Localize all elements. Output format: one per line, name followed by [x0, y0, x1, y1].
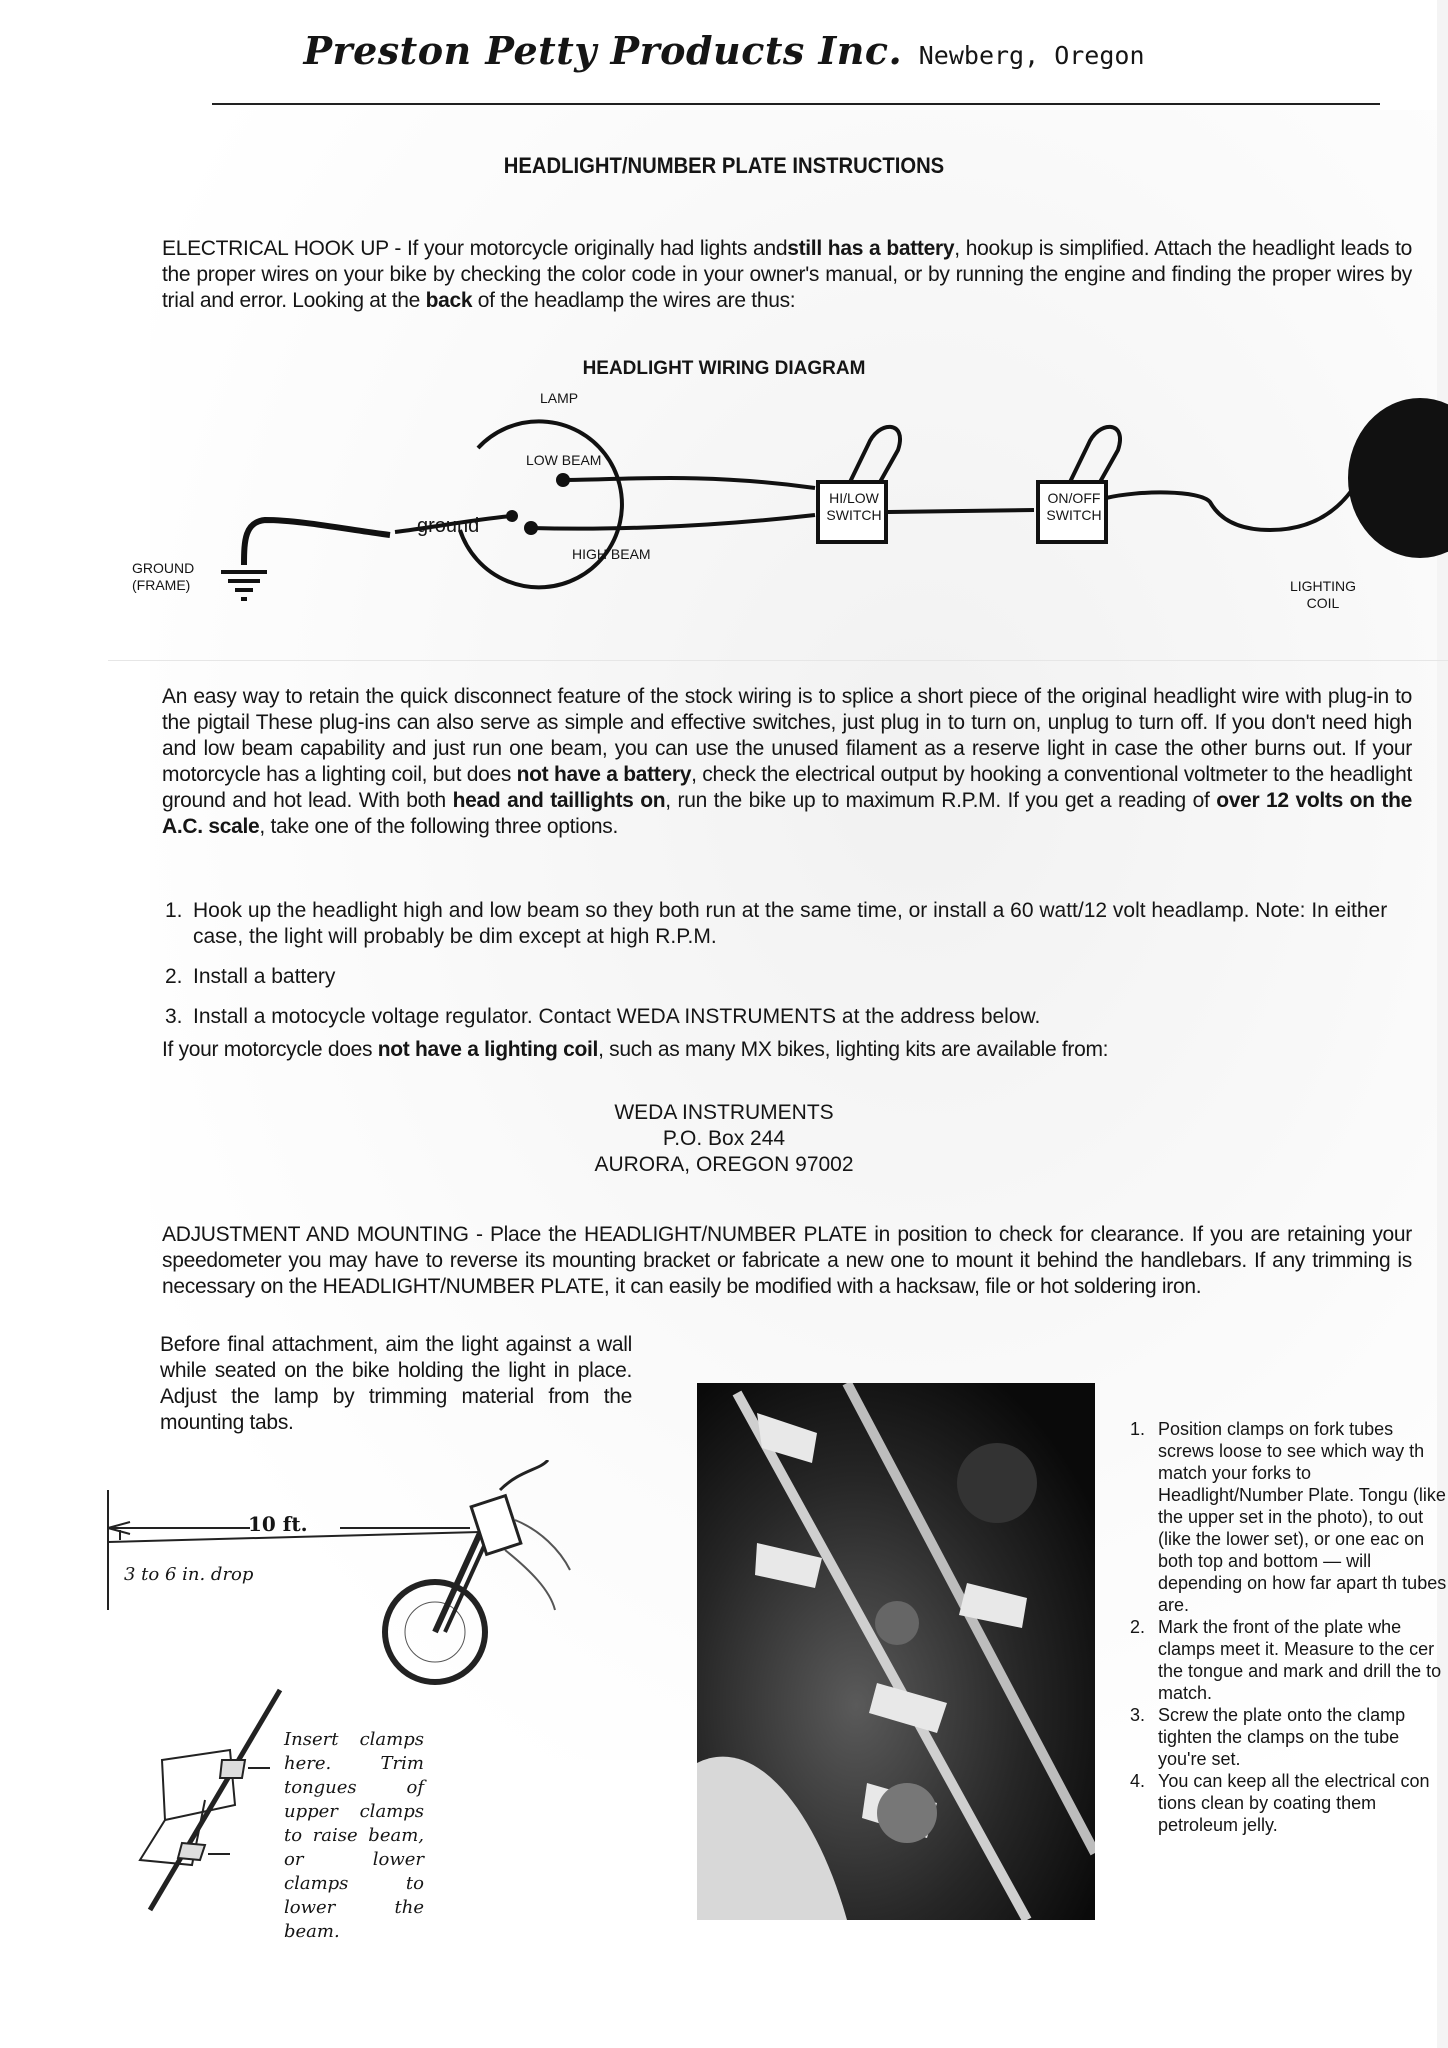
- electrical-heading: ELECTRICAL HOOK UP: [162, 237, 389, 260]
- list-item: 1. Hook up the headlight high and low beam so they both run at the same time, or install a 60 watt/12 volt headlamp. Note: In either case, the light will probably be dim except at high R.P.M.: [165, 899, 1388, 948]
- list-item: 2. Install a battery: [165, 965, 336, 988]
- mounting-steps: [1130, 1418, 1448, 1836]
- drop-label: 3 to 6 in. drop: [124, 1564, 254, 1585]
- letterhead: [0, 28, 1448, 73]
- ground-wire: [244, 520, 390, 565]
- letterhead-rule: [212, 103, 1380, 105]
- low-beam-wire: [563, 478, 815, 488]
- onoff-switch-lever: [1070, 427, 1120, 482]
- wiring-diagram: [0, 380, 1448, 640]
- onoff-switch-label: ON/OFF SWITCH: [1046, 490, 1102, 523]
- paper-fold-line: [108, 660, 1448, 661]
- ground-label: ground: [417, 515, 480, 537]
- fork-clamp-photo-image: [697, 1383, 1095, 1920]
- list-item: 3. Screw the plate onto the clamp tighten the clamps on the tube you're set.: [1130, 1705, 1406, 1769]
- high-beam-wire: [531, 515, 815, 529]
- list-item: 2. Mark the front of the plate whe clamps meet it. Measure to the cer the tongue and mark and drill the to match.: [1130, 1617, 1442, 1703]
- adjustment-paragraph: ADJUSTMENT AND MOUNTING - Place the HEADLIGHT/NUMBER PLATE in position to check for clearance. If you are retaining your speedometer you may have to reverse its mounting bracket or fabricate a new one to mount it behind the handlebars. If any trimming is necessary on the HEADLIGHT/NUMBER PLATE, it can easily be modified with a hacksaw, file or hot soldering iron.: [162, 1223, 1412, 1298]
- electrical-hookup-paragraph: ELECTRICAL HOOK UP - If your motorcycle originally had lights andstill has a battery, hookup is simplified. Attach the headlight leads to the proper wires on your bike by checking the color code in your owner's manual, or by running the engine and finding the proper wires by trial and error. Looking at the back of the headlamp the wires are thus:: [162, 237, 1412, 312]
- hilow-switch-label: HI/LOW SWITCH: [826, 490, 882, 523]
- low-beam-label: LOW BEAM: [526, 452, 602, 468]
- lighting-coil: [1348, 398, 1448, 558]
- company-name: Preston Petty Products Inc.: [303, 28, 903, 73]
- list-item: 4. You can keep all the electrical con tions clean by coating them petroleum jelly.: [1130, 1771, 1430, 1835]
- supplier-address: WEDA INSTRUMENTS P.O. Box 244 AURORA, OREGON 97002: [594, 1101, 854, 1176]
- aim-paragraph: Before final attachment, aim the light against a wall while seated on the bike holding the light in place. Adjust the lamp by trimming material from the mounting tabs.: [160, 1333, 632, 1434]
- diagram-title: HEADLIGHT WIRING DIAGRAM: [582, 358, 866, 379]
- list-item: 1. Position clamps on fork tubes screws loose to see which way th match your forks to Headlight/Number Plate. Tongu (like the upper set in the photo), to out (like the lower set), or one eac on both top and bottom — will depending on how far apart th tubes are.: [1130, 1419, 1447, 1615]
- clamp-note: Insert clamps here. Trim tongues of upper clamps to raise beam, or lower clamps to lower the beam.: [284, 1729, 424, 1942]
- fork-clamp-photo: [697, 1383, 1095, 1920]
- quick-disconnect-paragraph: An easy way to retain the quick disconnect feature of the stock wiring is to splice a short piece of the original headlight wire with plug-in to the pigtail These plug-ins can also serve as simple and effective switches, just plug in to turn on, unplug to turn off. If you don't need high and low beam capability and just run one beam, you can use the unused filament as a reserve light in case the other burns out. If your motorcycle has a lighting coil, but does not have a battery, check the electrical output by hooking a conventional voltmeter to the headlight ground and hot lead. With both head and taillights on, run the bike up to maximum R.P.M. If you get a reading of over 12 volts on the A.C. scale, take one of the following three options.: [162, 685, 1412, 838]
- options-list: [165, 898, 1415, 1044]
- high-beam-label: HIGH BEAM: [572, 546, 651, 562]
- lamp-label: LAMP: [540, 390, 579, 406]
- list-item: 3. Install a motocycle voltage regulator. Contact WEDA INSTRUMENTS at the address below.: [165, 1005, 1041, 1028]
- page-title: HEADLIGHT/NUMBER PLATE INSTRUCTIONS: [503, 153, 945, 178]
- ground-frame-label: GROUND (FRAME): [132, 560, 195, 593]
- distance-label: 10 ft.: [248, 1512, 308, 1536]
- hilow-switch-lever: [850, 427, 900, 482]
- adjustment-heading: ADJUSTMENT AND MOUNTING: [162, 1223, 469, 1246]
- lighting-coil-note: If your motorcycle does not have a lighting coil, such as many MX bikes, lighting kits are available from:: [162, 1038, 1109, 1061]
- company-city: Newberg, Oregon: [918, 41, 1145, 70]
- coil-wire: [1106, 490, 1352, 530]
- lighting-coil-label: LIGHTING COIL: [1289, 578, 1357, 611]
